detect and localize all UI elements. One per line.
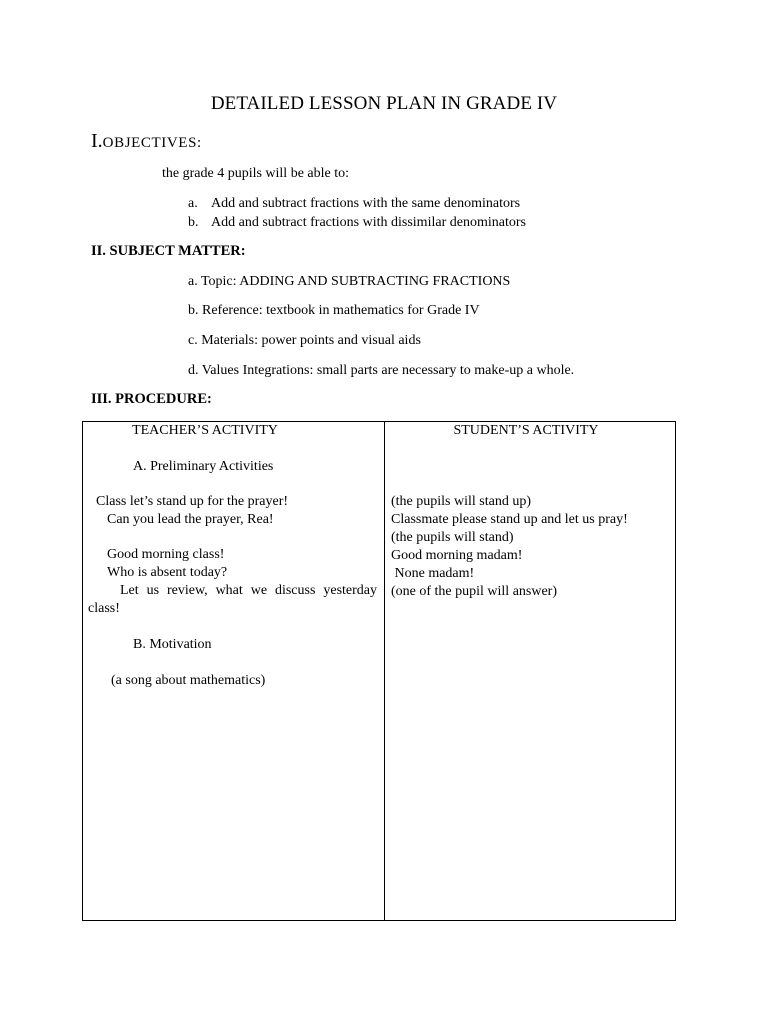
- table-column-divider: [384, 422, 385, 920]
- subject-matter-topic: a. Topic: ADDING AND SUBTRACTING FRACTIONS: [188, 274, 511, 289]
- objective-text: Add and subtract fractions with the same denominators: [211, 196, 521, 211]
- objective-item: [188, 196, 520, 212]
- objectives-intro: the grade 4 pupils will be able to:: [162, 166, 350, 181]
- procedure-heading: III. PROCEDURE:: [91, 391, 212, 407]
- preliminary-activities-label: A. Preliminary Activities: [133, 459, 274, 474]
- procedure-table: [82, 421, 676, 921]
- objectives-roman: I.: [91, 130, 103, 152]
- student-line: (the pupils will stand up): [391, 494, 531, 509]
- objective-item: [188, 215, 526, 231]
- objectives-heading-colon: :: [197, 135, 202, 151]
- motivation-label: B. Motivation: [133, 637, 212, 652]
- objective-letter: a.: [188, 196, 198, 211]
- objectives-heading-text: OBJECTIVES: [102, 135, 198, 151]
- subject-matter-heading: II. SUBJECT MATTER:: [91, 243, 246, 259]
- teacher-line: Let us review, what we discuss yesterday: [120, 583, 377, 598]
- student-line: (one of the pupil will answer): [391, 584, 558, 599]
- objectives-heading: [91, 130, 201, 153]
- student-line: Classmate please stand up and let us pray!: [391, 512, 628, 527]
- page-title: DETAILED LESSON PLAN IN GRADE IV: [210, 93, 558, 114]
- teacher-line: (a song about mathematics): [111, 673, 266, 688]
- objective-text: Add and subtract fractions with dissimilar denominators: [211, 215, 526, 230]
- student-line: (the pupils will stand): [391, 530, 514, 545]
- teacher-line: Class let’s stand up for the prayer!: [96, 494, 289, 509]
- subject-matter-reference: b. Reference: textbook in mathematics for Grade IV: [188, 303, 480, 318]
- teacher-line: Who is absent today?: [107, 565, 228, 580]
- subject-matter-materials: c. Materials: power points and visual aids: [188, 333, 421, 348]
- student-activity-header: STUDENT’S ACTIVITY: [453, 423, 599, 438]
- teacher-activity-header: TEACHER’S ACTIVITY: [132, 423, 278, 438]
- teacher-line: class!: [88, 601, 120, 616]
- teacher-line: Good morning class!: [107, 547, 225, 562]
- subject-matter-values: d. Values Integrations: small parts are necessary to make-up a whole.: [188, 363, 575, 378]
- student-line: None madam!: [391, 566, 475, 581]
- teacher-line: Can you lead the prayer, Rea!: [107, 512, 274, 527]
- student-line: Good morning madam!: [391, 548, 523, 563]
- objective-letter: b.: [188, 215, 199, 230]
